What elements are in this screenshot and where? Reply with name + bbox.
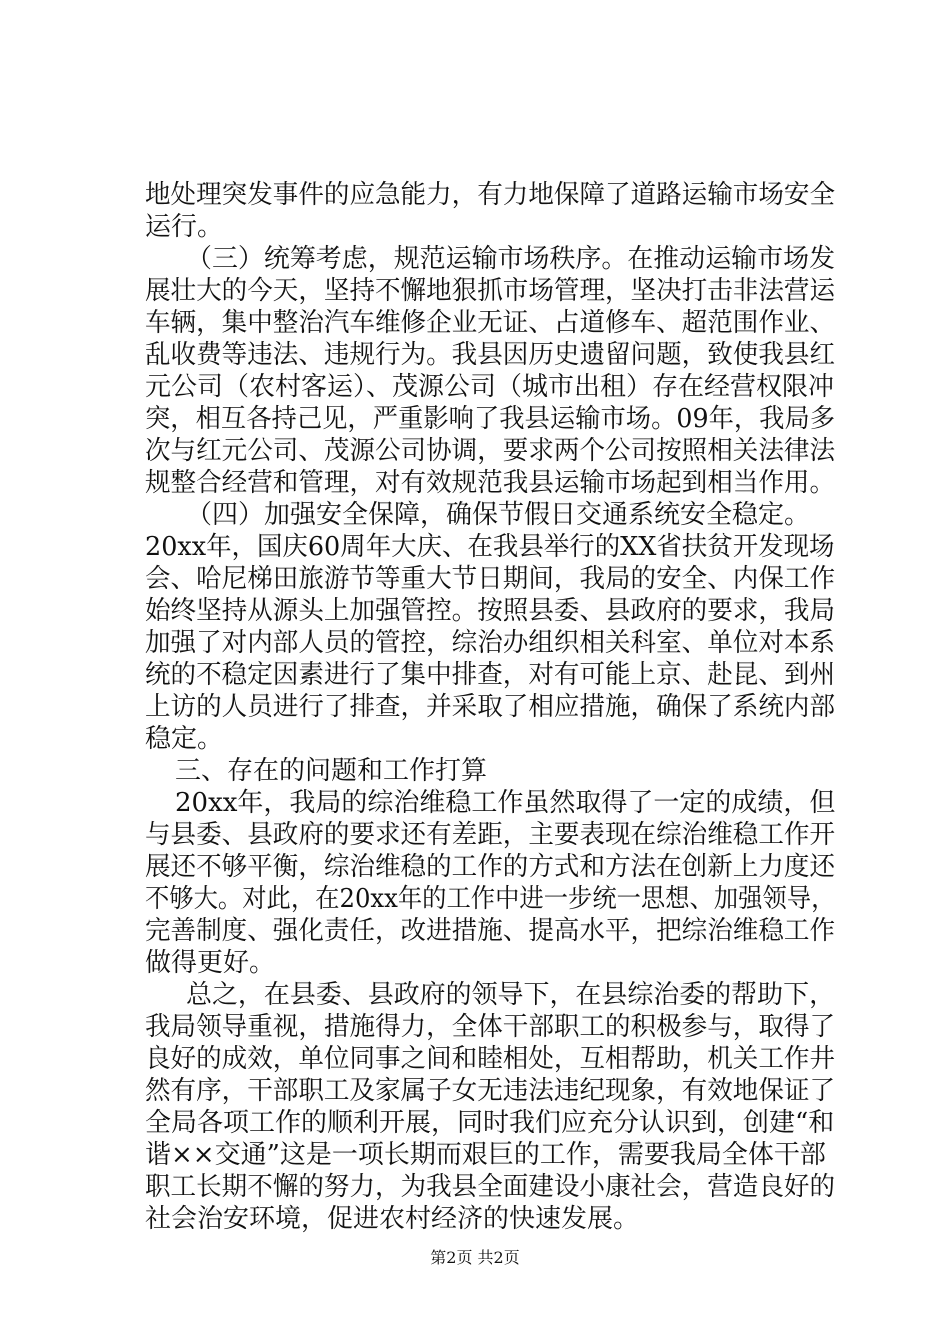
text-line: 总之，在县委、县政府的领导下，在县综治委的帮助下， — [186, 980, 836, 1010]
text-line: 突，相互各持己见，严重影响了我县运输市场。09年，我局多 — [145, 404, 836, 434]
text-line: 20xx年，国庆60周年大庆、在我县举行的XX省扶贫开发现场 — [145, 532, 835, 562]
text-line: 次与红元公司、茂源公司协调，要求两个公司按照相关法律法 — [145, 436, 836, 466]
text-line: 良好的成效，单位同事之间和睦相处，互相帮助，机关工作井 — [145, 1044, 836, 1074]
text-line: （四）加强安全保障，确保节假日交通系统安全稳定。 — [186, 500, 811, 530]
text-line: 然有序，干部职工及家属子女无违法违纪现象，有效地保证了 — [145, 1076, 836, 1106]
text-line: 全局各项工作的顺利开展，同时我们应充分认识到，创建“和 — [145, 1108, 835, 1138]
text-line: 展还不够平衡，综治维稳的工作的方式和方法在创新上力度还 — [145, 852, 836, 882]
section-heading: 三、存在的问题和工作打算 — [175, 756, 488, 786]
text-line: 地处理突发事件的应急能力，有力地保障了道路运输市场安全 — [145, 180, 836, 210]
text-line: 统的不稳定因素进行了集中排查，对有可能上京、赴昆、到州 — [145, 660, 836, 690]
text-line: 社会治安环境，促进农村经济的快速发展。 — [145, 1204, 640, 1234]
text-line: 规整合经营和管理，对有效规范我县运输市场起到相当作用。 — [145, 468, 836, 498]
text-line: 与县委、县政府的要求还有差距，主要表现在综治维稳工作开 — [145, 820, 836, 850]
text-line: 元公司（农村客运）、茂源公司（城市出租）存在经营权限冲 — [145, 372, 835, 402]
text-line: 展壮大的今天，坚持不懈地狠抓市场管理，坚决打击非法营运 — [145, 276, 836, 306]
text-line: 谐××交通”这是一项长期而艰巨的工作，需要我局全体干部 — [145, 1140, 826, 1170]
text-line: 不够大。对此，在20xx年的工作中进一步统一思想、加强领导， — [145, 884, 836, 914]
text-line: 职工长期不懈的努力，为我县全面建设小康社会，营造良好的 — [145, 1172, 836, 1202]
text-line: 完善制度、强化责任，改进措施、提高水平，把综治维稳工作 — [145, 916, 836, 946]
text-line: 我局领导重视，措施得力，全体干部职工的积极参与，取得了 — [145, 1012, 836, 1042]
text-line: 乱收费等违法、违规行为。我县因历史遗留问题，致使我县红 — [145, 340, 836, 370]
text-line: 运行。 — [145, 212, 224, 242]
text-line: 稳定。 — [145, 724, 224, 754]
text-line: 加强了对内部人员的管控，综治办组织相关科室、单位对本系 — [145, 628, 836, 658]
text-line: 车辆，集中整治汽车维修企业无证、占道修车、超范围作业、 — [145, 308, 836, 338]
page-footer: 第2页 共2页 — [430, 1248, 520, 1267]
text-line: 做得更好。 — [145, 948, 276, 978]
text-line: 上访的人员进行了排查，并采取了相应措施，确保了系统内部 — [145, 692, 836, 722]
text-line: 始终坚持从源头上加强管控。按照县委、县政府的要求，我局 — [145, 596, 836, 626]
text-line: （三）统筹考虑，规范运输市场秩序。在推动运输市场发 — [186, 244, 836, 274]
text-line: 会、哈尼梯田旅游节等重大节日期间，我局的安全、内保工作 — [145, 564, 836, 594]
text-line: 20xx年，我局的综治维稳工作虽然取得了一定的成绩，但 — [175, 788, 836, 818]
